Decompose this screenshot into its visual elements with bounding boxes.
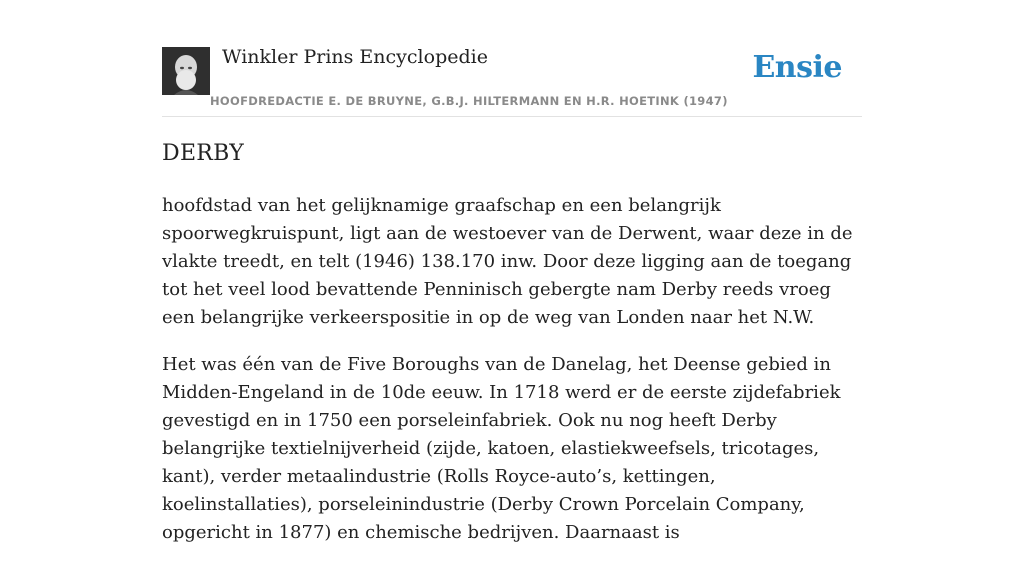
portrait-icon <box>162 47 210 95</box>
source-editors: HOOFDREDACTIE E. DE BRUYNE, G.B.J. HILTERMANN EN H.R. HOETINK (1947) <box>210 94 728 108</box>
entry-paragraph: hoofdstad van het gelijknamige graafschap en een belangrijk spoorwegkruispunt, ligt aan de westoever van de Derwent, waar deze in de vlakte treedt, en telt (1946) 138.170 inw. Door deze ligging aan de toegang tot het veel lood bevattende Penninisch gebergte nam Derby reeds vroeg een belangrijke verkeerspositie in op de weg van Londen naar het N.W. <box>162 195 853 328</box>
entry-paragraph: Het was één van de Five Boroughs van de Danelag, het Deense gebied in Midden-Engeland in de 10de eeuw. In 1718 werd er de eerste zijdefabriek gevestigd en in 1750 een porseleinfabriek. Ook nu nog heeft Derby belangrijke textielnijverheid (zijde, katoen, elastiekweefsels, tricotages, kant), verder metaalindustrie (Rolls Royce-auto’s, kettingen, koelinstallaties), porseleinindustrie (Derby Crown Porcelain Company, opgericht in 1877) en chemische bedrijven. Daarnaast is <box>162 354 841 543</box>
ensie-logo-link[interactable]: Ensie <box>752 50 842 85</box>
entry-body <box>162 192 862 566</box>
source-title[interactable]: Winkler Prins Encyclopedie <box>222 46 488 68</box>
entry-title: DERBY <box>162 141 245 166</box>
author-avatar[interactable] <box>162 47 210 95</box>
source-header <box>162 46 862 117</box>
